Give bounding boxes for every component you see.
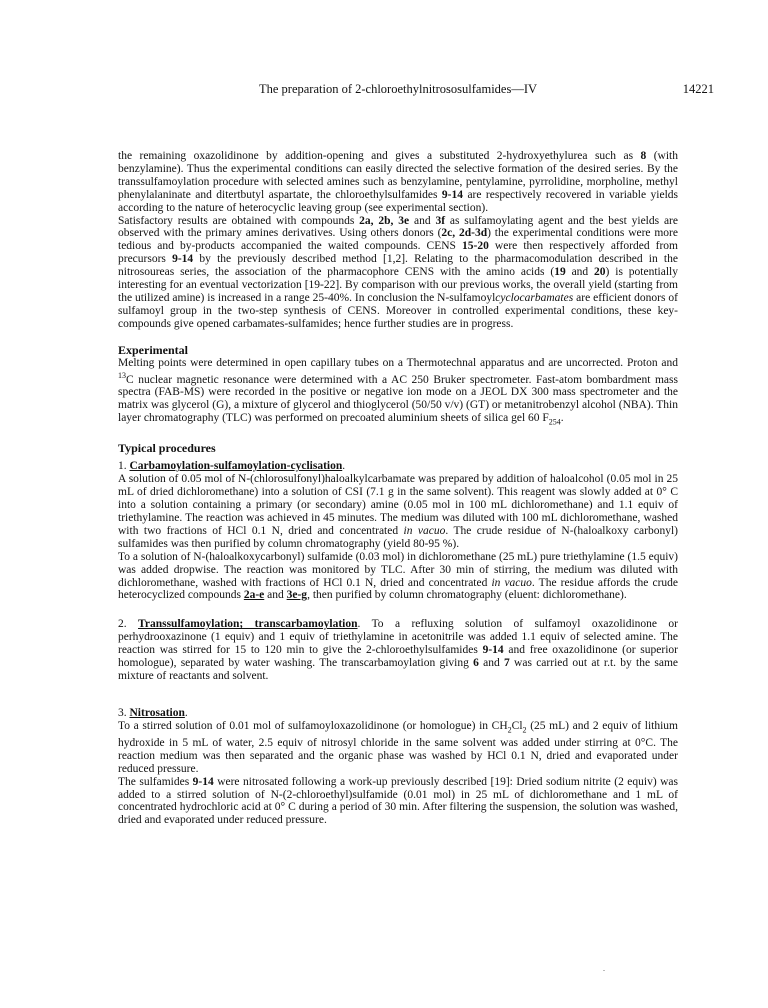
subscript: 2 xyxy=(522,725,527,735)
body-text xyxy=(118,150,678,827)
text-run: as sulfamoylating agent and the best yields are observed with the primary amines derivatives. Using others donors ( xyxy=(118,214,678,240)
page-number: 14221 xyxy=(682,82,714,96)
text-run: ) is potentially interesting for an eventual vectorization [19-22]. By comparison with our previous works, the overall yield (starting from the utilized amine) is increased in a range 25-40%. In conclusion the N-sulfamoyl xyxy=(118,266,678,304)
text-run: . The residue affords the crude heterocyclized compounds xyxy=(118,576,679,602)
procedure-3-title: 3. Nitrosation. xyxy=(118,706,188,719)
text-run: and xyxy=(565,266,595,279)
superscript: 13 xyxy=(118,370,126,380)
paragraph-intro-1 xyxy=(118,150,678,215)
section-heading-experimental: Experimental xyxy=(118,342,188,357)
compound-ref: 19 xyxy=(554,266,566,279)
procedure-2-paragraph xyxy=(118,618,678,683)
compound-ref: 2a-e xyxy=(243,589,265,602)
text-run: To a stirred solution of 0.01 mol of sulfamoyloxazolidinone (or homologue) in CH xyxy=(118,719,508,732)
procedure-title: Nitrosation xyxy=(129,706,185,719)
compound-ref: 9-14 xyxy=(441,188,464,201)
section-heading-typical-procedures: Typical procedures xyxy=(118,441,216,456)
procedure-number: 2. xyxy=(118,618,139,631)
text-run: (with benzylamine). Thus the experimental conditions can easily directed the selective formation of the desired series. By the transsulfamoylation procedure with selected amines such as benzylamine, pentylamine, pyrrolidine, morpholine, methyl phenylalaninate and ditertbutyl aspartate, the chloroethylsulfamides xyxy=(118,150,678,201)
procedure-3-paragraph-1 xyxy=(118,720,678,776)
paragraph-experimental xyxy=(118,357,678,430)
scan-mark xyxy=(603,970,605,971)
compound-ref: 3e-g xyxy=(286,589,308,602)
paragraph-intro-2 xyxy=(118,215,678,331)
compound-ref: 7 xyxy=(504,657,510,670)
text-run: Cl xyxy=(511,719,523,732)
procedure-number: 1. xyxy=(118,460,130,473)
procedure-1-title: 1. Carbamoylation-sulfamoylation-cyclisation. xyxy=(118,460,346,473)
compound-ref: 3f xyxy=(435,214,446,227)
compound-ref: 20 xyxy=(594,266,606,279)
procedure-1-paragraph-1 xyxy=(118,473,678,550)
text-run: by the previously described method [1,2]. Relating to the pharmacomodulation described in the nitrosoureas series, the association of the pharmacophore CENS with the amino acids ( xyxy=(118,253,678,279)
procedure-title: Carbamoylation-sulfamoylation-cyclisation xyxy=(129,460,343,473)
compound-ref: 9-14 xyxy=(172,253,194,266)
text-run: was carried out at r.t. by the same mixture of reactants and solvent. xyxy=(118,657,679,682)
page-header xyxy=(118,82,714,100)
procedure-number: 3. xyxy=(118,706,130,719)
compound-ref: 2a, 2b, 3e xyxy=(359,214,410,227)
procedure-1-paragraph-2 xyxy=(118,551,678,603)
procedure-3-paragraph-2 xyxy=(118,776,678,828)
text-run: A solution of 0.05 mol of N-(chlorosulfonyl)haloalkylcarbamate was prepared by addition of haloalcohol (0.05 mol in 25 mL of dried dichloromethane) into a solution of CSI (7.1 g in the same solvent). This reagent was slowly added at 0° C into a solution containing a primary (or secondary) amine (0.05 mol in 100 mL dichloromethane) and 1.1 equiv of triethylamine. The reaction was achieved in 45 minutes. The medium was diluted with 100 mL dichloromethane, washed with two fractions of HCl 0.1 N, dried and concentrated xyxy=(118,473,678,537)
compound-ref: 9-14 xyxy=(192,775,214,788)
text-run: To a solution of N-(haloalkoxycarbonyl) sulfamide (0.03 mol) in dichloromethane (25 mL) pure triethylamine (1.5 equiv) was added dropwise. The reaction was monitored by TLC. After 30 min of stirring, the medium was diluted with dichloromethane, washed with fractions of HCl 0.1 N, dried and concentrated xyxy=(118,550,678,589)
subscript: 2 xyxy=(507,725,512,735)
compound-ref: 6 xyxy=(473,657,479,670)
text-run: were then respectively afforded from precursors xyxy=(118,240,678,266)
compound-ref: 2c, 2d-3d xyxy=(441,227,488,240)
italic-term: in vacuo xyxy=(491,576,532,589)
text-run: and xyxy=(264,589,287,602)
compound-ref: 8 xyxy=(640,150,647,162)
compound-ref: 15-20 xyxy=(462,240,489,253)
text-run: and free oxazolidinone (or superior homologue), separated by water washing. The transcarbamoylation giving xyxy=(118,644,678,670)
text-run: and xyxy=(478,657,505,670)
text-run: . The crude residue of N-(haloalkoxy carbonyl) sulfamides was then purified by column chromatography (yield 80-95 %). xyxy=(118,524,678,550)
text-run: Melting points were determined in open capillary tubes on a Thermotechnal apparatus and are uncorrected. Proton and xyxy=(118,356,678,369)
text-run: are respectively recovered in variable yields according to the nature of heterocyclic leaving group (see experimental section). xyxy=(118,188,678,214)
running-title: The preparation of 2-chloroethylnitrososulfamides—IV xyxy=(258,82,538,96)
text-run: were nitrosated following a work-up previously described [19]: Dried sodium nitrite (2 equiv) was added to a stirred solution of N-(2-chloroethyl)sulfamide (0.01 mol) in 25 mL of dichloromethane and 1 mL of concentrated hydrochloric acid at 0° C during a period of 30 min. After filtering the suspension, the solution was washed, dried and evaporated under reduced pressure. xyxy=(118,775,679,827)
subscript: 254 xyxy=(548,417,561,427)
text-run: The sulfamides xyxy=(118,775,193,788)
procedure-title: Transsulfamoylation; transcarbamoylation xyxy=(138,618,358,631)
text-run: Satisfactory results are obtained with compounds xyxy=(118,214,360,227)
text-run: . xyxy=(560,412,564,425)
text-run: (25 mL) and 2 equiv of lithium hydroxide in 5 mL of water, 2.5 equiv of nitrosyl chloride in the same solvent was added under stirring at 0°C. The reaction medium was then separated and the organic phase was washed by HCl 0.1 N, dried and evaporated under reduced pressure. xyxy=(118,719,678,775)
text-run: the remaining oxazolidinone by addition-opening and gives a substituted 2-hydroxyethylurea such as xyxy=(118,150,641,162)
italic-term: cyclocarbamates xyxy=(495,291,574,304)
text-run: C nuclear magnetic resonance were determined with a AC 250 Bruker spectrometer. Fast-atom bombardment mass spectra (FAB-MS) were recorded in the positive or negative ion mode on a JEOL DX 300 mass spectrometer and the matrix was glycerol (G), a mixture of glycerol and thioglycerol (50/50 v/v) (GT) or metanitrobenzyl alcohol (NBA). Thin layer chromatography (TLC) was performed on precoated aluminium sheets of silica gel 60 F xyxy=(118,373,678,425)
text-run: . To a refluxing solution of sulfamoyl oxazolidinone or perhydrooxazinone (1 equiv) and 1 equiv of triethylamine in acetonitrile was added 1.1 equiv of selected amine. The reaction was stirred for 15 to 120 min to give the 2-chloroethylsulfamides xyxy=(118,618,678,657)
compound-ref: 9-14 xyxy=(482,644,504,657)
text-run: ) the experimental conditions were more tedious and by-products accompanied the waited compounds. CENS xyxy=(118,227,678,253)
text-run: and xyxy=(409,214,436,227)
text-run: , then purified by column chromatography (eluent: dichloromethane). xyxy=(307,589,627,602)
text-run: are efficient donors of sulfamoyl group in the two-step synthesis of CENS. Moreover in controlled experimental conditions, these key-compounds give opened carbamates-sulfamides; hence further studies are in progress. xyxy=(118,291,678,330)
italic-term: in vacuo xyxy=(403,524,446,537)
